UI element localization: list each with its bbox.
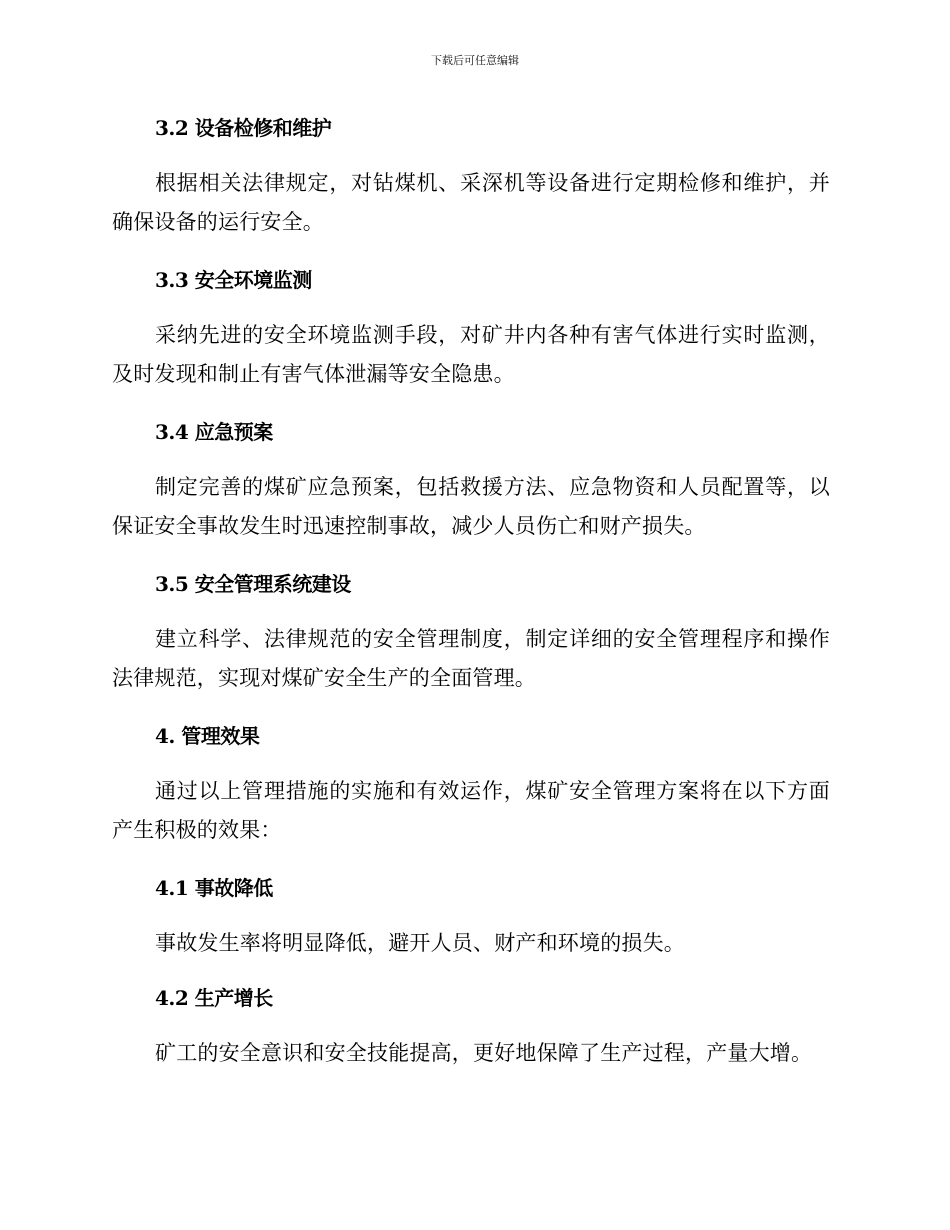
- section-paragraph: 事故发生率将明显降低，避开人员、财产和环境的损失。: [155, 931, 685, 955]
- section-paragraph: 矿工的安全意识和安全技能提高，更好地保障了生产过程，产量大增。: [155, 1041, 813, 1065]
- section-paragraph: 通过以上管理措施的实施和有效运作，煤矿安全管理方案将在以下方面产生积极的效果：: [112, 779, 830, 842]
- section-heading: 4.2 生产增长: [155, 986, 273, 1010]
- page-header: 下载后可任意编辑: [431, 54, 519, 67]
- section-heading: 3.4 应急预案: [155, 420, 273, 444]
- section-heading: 3.3 安全环境监测: [155, 268, 312, 292]
- section-heading: 3.5 安全管理系统建设: [155, 572, 351, 596]
- section-heading: 3.2 设备检修和维护: [155, 116, 332, 140]
- section-paragraph: 根据相关法律规定，对钻煤机、采深机等设备进行定期检修和维护，并确保设备的运行安全。: [112, 171, 830, 234]
- section-paragraph: 制定完善的煤矿应急预案，包括救援方法、应急物资和人员配置等，以保证安全事故发生时迅速控制事故，减少人员伤亡和财产损失。: [112, 475, 830, 538]
- section-heading: 4.1 事故降低: [155, 876, 273, 900]
- section-paragraph: 采纳先进的安全环境监测手段，对矿井内各种有害气体进行实时监测，及时发现和制止有害气体泄漏等安全隐患。: [112, 323, 830, 386]
- section-heading: 4. 管理效果: [155, 724, 260, 748]
- section-paragraph: 建立科学、法律规范的安全管理制度，制定详细的安全管理程序和操作法律规范，实现对煤矿安全生产的全面管理。: [112, 627, 830, 690]
